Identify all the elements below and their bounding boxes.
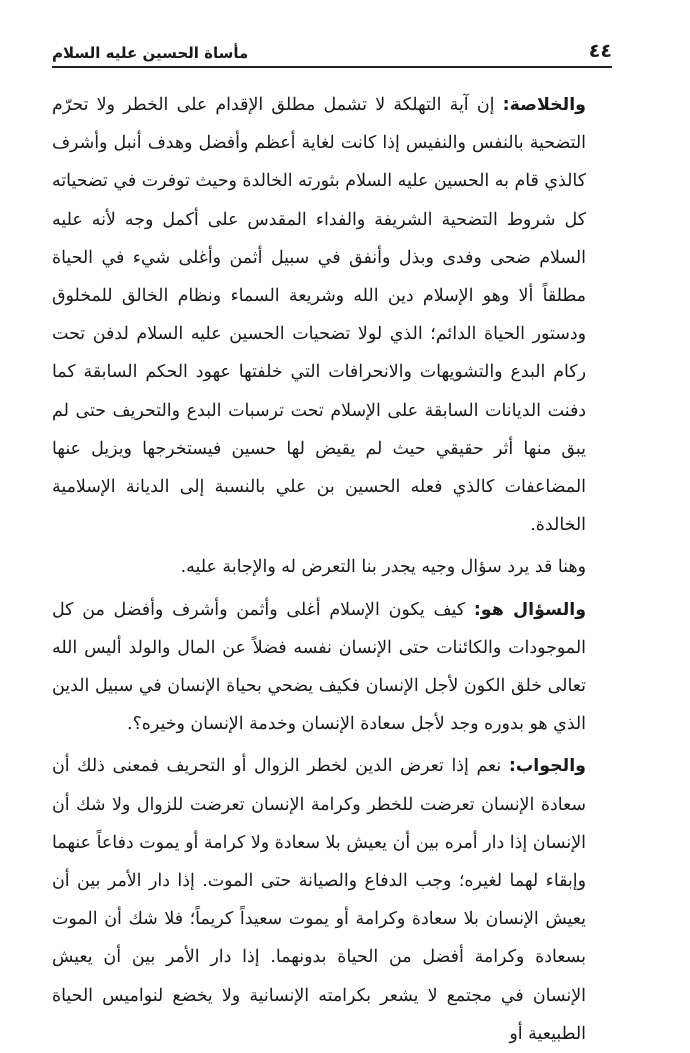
page-number: ٤٤ [588, 40, 612, 62]
paragraph-question [52, 591, 612, 744]
paragraph-text: وهنا قد يرد سؤال وجيه يجدر بنا التعرض له والإجابة عليه. [180, 557, 586, 578]
body-text [52, 86, 612, 1053]
paragraph-answer [52, 747, 612, 1053]
book-page [52, 28, 612, 1053]
paragraph-lead: والجواب: [508, 756, 586, 777]
paragraph-text: إن آية التهلكة لا تشمل مطلق الإقدام على الخطر ولا تحرّم التضحية بالنفس والنفيس إذا كانت لغاية أعظم وأفضل وهدف أنبل وأشرف كالذي قام به الحسين عليه السلام بثورته الخالدة وحيث توفرت في تضحياته كل شروط التضحية الشريفة والفداء المقدس على أكمل وجه لأنه عليه السلام ضحى وفدى وبذل وأنفق في سبيل أثمن وأغلى شيء في الحياة مطلقاً ألا وهو الإسلام دين الله وشريعة السماء ونظام الخالق للمخلوق ودستور الحياة الدائم؛ الذي لولا تضحيات الحسين عليه السلام لدفن تحت ركام البدع والتشويهات والانحرافات التي خلفتها عهود الحكم السابقة كما دفنت الديانات السابقة على الإسلام تحت ترسبات البدع والتحريف حتى لم يبق منها أثر حقيقي حيث لم يقيض لها حسين فيستخرجها ويزيل عنها المضاعفات كالذي فعله الحسين بن علي بالنسبة إلى الديانة الإسلامية الخالدة. [52, 95, 586, 536]
book-title: مأساة الحسين عليه السلام [52, 44, 249, 62]
paragraph-conclusion [52, 86, 612, 544]
paragraph-lead: والسؤال هو: [473, 599, 587, 620]
paragraph-question-intro [52, 548, 612, 586]
paragraph-text: نعم إذا تعرض الدين لخطر الزوال أو التحريف فمعنى ذلك أن سعادة الإنسان تعرضت للخطر وكرامة الإنسان تعرضت للزوال ولا شك أن الإنسان إذا دار أمره بين أن يعيش بلا سعادة ولا كرامة أو يموت دفاعاً عنهما وإبقاء لهما لغيره؛ وجب الدفاع والصيانة حتى الموت. إذا دار الأمر بين أن يعيش الإنسان بلا سعادة وكرامة أو يموت سعيداً كريماً؛ فلا شك أن الموت بسعادة وكرامة أفضل من الحياة بدونهما. إذا دار الأمر بين أن يعيش الإنسان في مجتمع لا يشعر بكرامته الإنسانية ولا يخضع لنواميس الحياة الطبيعية أو [52, 756, 586, 1044]
paragraph-lead: والخلاصة: [502, 95, 586, 115]
running-header [52, 28, 612, 68]
paragraph-text: كيف يكون الإسلام أغلى وأثمن وأشرف وأفضل من كل الموجودات والكائنات حتى الإنسان نفسه فضلاً عن المال والولد أليس الله تعالى خلق الكون لأجل الإنسان فكيف يضحي بحياة الإنسان في سبيل الدين الذي هو بدوره وجد لأجل سعادة الإنسان وخدمة الإنسان وخيره؟. [52, 599, 586, 735]
